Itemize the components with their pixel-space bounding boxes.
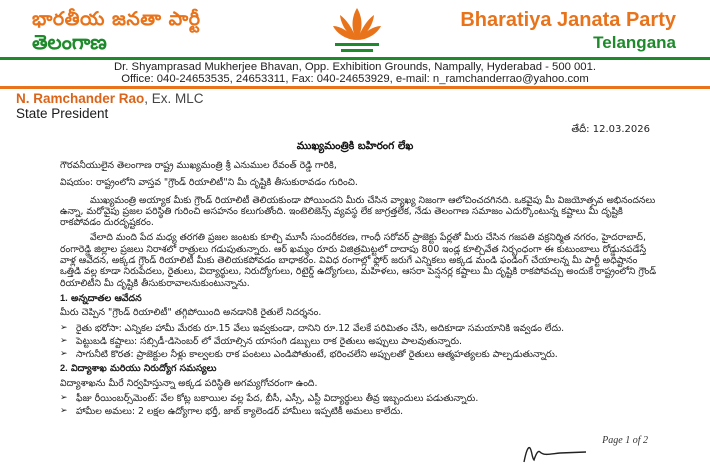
bullet-icon: ➢: [60, 322, 68, 333]
sender-name: N. Ramchander Rao: [16, 91, 145, 106]
bullet-icon: ➢: [60, 349, 68, 360]
paragraph-2: వేలాది మంది పేద మధ్య తరగతి ప్రజల జంటకు కూల్చి మూసీ సుందరీకరణ, గాంధీ సరోవర్ ప్రాజెక్టు పేర్లతో మీరు చేసిన గజపతి వక్రనిర్మిత నగరం, హైదరాబాద్, రంగారెడ్డి జిల్లాల ప్రజలు నిరాశలో రాత్రులు గడుపుతున్నారు. ఆర్ ఖమ్మం రూరు విజిత్రమిట్టలో దాదాపు 800 ఇండ్ల కూల్చివేత నిర్బంధంగా ఈ కుటుంబాలు రోడ్డునపడేస్తే వాళ్ల ఆవేదన, అక్కడ గ్రౌండ్ రియాలిటీ మీకు తెలియకపోవడం బాధాకరం. వివిధ రంగాల్లో ఫ్లోర్ జరుగే ఎన్నికలు అక్కడ మండి ఫండింగ్ చేయాలన్న మీ పార్టీ అధిష్టానం ఒత్తిడి వల్ల కూడా నిరుపేదలు, రైతులు, విద్యార్థులు, నిరుద్యోగులు, రిటైర్డ్ ఉద్యోగులు, మహిళలు, ఆసరా పెన్షనర్ల కష్టాలు మీ దృష్టికి రాకపోవచ్చు అందుకే రాష్ట్రంలోని గ్రౌండ్ రియాలిటీని మీ దృష్టికి తీసుకురావాలనుకుంటున్నాను.: [60, 232, 657, 289]
state-name-english: Telangana: [593, 33, 676, 52]
section-1-heading: 1. అన్నదాతల ఆవేదన: [60, 292, 142, 304]
section-2-intro: విద్యాశాఖను మీరే నిర్వహిస్తున్నా అక్కడ పరిస్థితి అగమ్యగోచరంగా ఉంది.: [60, 377, 318, 389]
bullet-icon: ➢: [60, 335, 68, 346]
address-line: Dr. Shyamprasad Mukherjee Bhavan, Opp. Exhibition Grounds, Nampally, Hyderabad - 500 001.: [113, 61, 597, 73]
sender-role: State President: [16, 106, 109, 121]
sender-block: [16, 91, 204, 121]
section-2-points: [60, 393, 660, 418]
list-item: ➢ ఫీజు రీయింబర్స్‌మెంట్: వేల కోట్ల బకాయిల వల్ల పేద, బీసీ, ఎస్సీ, ఎస్టీ విద్యార్థులు తీవ్ర ఇబ్బందులు పడుతున్నారు.: [60, 393, 479, 405]
letter-title: ముఖ్యమంత్రికి బహిరంగ లేఖ: [296, 140, 414, 152]
paragraph-1: ముఖ్యమంత్రి అయ్యాక మీకు గ్రౌండ్ రియాలిటీ తెలియకుండా పోయిందని మీరు చేసిన వ్యాఖ్య నిజంగా ఆలోచించదగినది. ఒకవైపు మీ విజయోత్సవ అభినందనలు ఉన్నా, మరోవైపు ప్రజల పరిస్థితి గురించి అసహనం కలుగుతోంది. ఇంటెలిజెన్స్ వ్యవస్థ లేక జాగ్రత్తలేక, నేడు తెలంగాణ సమాజం ఎదుర్కొంటున్న కష్టాలు మీ దృష్టికి రాకపోవడం దురదృష్టకరం.: [60, 194, 656, 229]
list-item: ➢ సాగునీటి కొరత: ప్రాజెక్టుల నీళ్లు కాల్వలకు రాక పంటలు ఎండిపోతుంటే, భరించలేని అప్పులతో రైతులు ఆత్మహత్యలకు పాల్పడుతున్నారు.: [60, 349, 558, 361]
sender-name-line: [16, 91, 204, 106]
section-1-points: [60, 323, 660, 361]
sender-suffix: , Ex. MLC: [144, 91, 204, 106]
salutation: గౌరవనీయులైన తెలంగాణ రాష్ట్ర ముఖ్యమంత్రి శ్రీ ఎనుముల రేవంత్ రెడ్డి గారికి,: [60, 160, 337, 171]
party-name-english: Bharatiya Janata Party: [460, 9, 676, 31]
address-block: [0, 61, 710, 85]
signature-icon: [520, 442, 590, 466]
party-name-telugu: భారతీయ జనతా పార్టీ: [32, 8, 201, 30]
list-item: ➢ హామీల అమలు: 2 లక్షల ఉద్యోగాల భర్తీ, జాబ్ క్యాలెండర్ హామీలు ఇప్పటికీ అమలు కాలేదు.: [60, 406, 404, 418]
list-item: ➢ రైతు భరోసా: ఎన్నికల హామీ మేరకు రూ.15 వేలు ఇవ్వకుండా, దానిని రూ.12 వేలకే పరిమితం చేసి, అదికూడా సమయానికి ఇవ్వడం లేదు.: [60, 322, 565, 334]
saffron-divider: [0, 86, 710, 89]
letter-date: తేదీ: 12.03.2026: [571, 124, 650, 135]
lotus-icon: [327, 4, 387, 56]
state-name-telugu: తెలంగాణ: [32, 30, 107, 54]
letterhead: [0, 0, 710, 56]
contact-line: Office: 040-24653535, 24653311, Fax: 040-24653929, e-mail: n_ramchanderrao@yahoo.com: [121, 73, 589, 85]
green-divider: [0, 57, 710, 60]
list-item: ➢ పెట్టుబడి కష్టాలు: సబ్సిడీ-డిసెంబర్ లో వేయాల్సిన యాసంగి డబ్బులు రాక రైతులు అప్పులు పాలవుతున్నారు.: [60, 335, 463, 347]
bullet-icon: ➢: [60, 406, 68, 417]
page-number: Page 1 of 2: [602, 435, 648, 446]
section-2-heading: 2. విద్యాశాఖ మరియు నిరుద్యోగ సమస్యలు: [60, 363, 217, 375]
bullet-icon: ➢: [60, 393, 68, 404]
subject-line: విషయం: రాష్ట్రంలోని వాస్తవ "గ్రౌండ్ రియాలిటీ"ని మీ దృష్టికి తీసుకురావడం గురించి.: [60, 177, 358, 189]
section-1-intro: మీరు చెప్పిన "గ్రౌండ్ రియాలిటీ" తగ్గిపోయింది అనడానికి రైతులే నిదర్శనం.: [60, 307, 322, 319]
letter-body: [60, 160, 660, 421]
